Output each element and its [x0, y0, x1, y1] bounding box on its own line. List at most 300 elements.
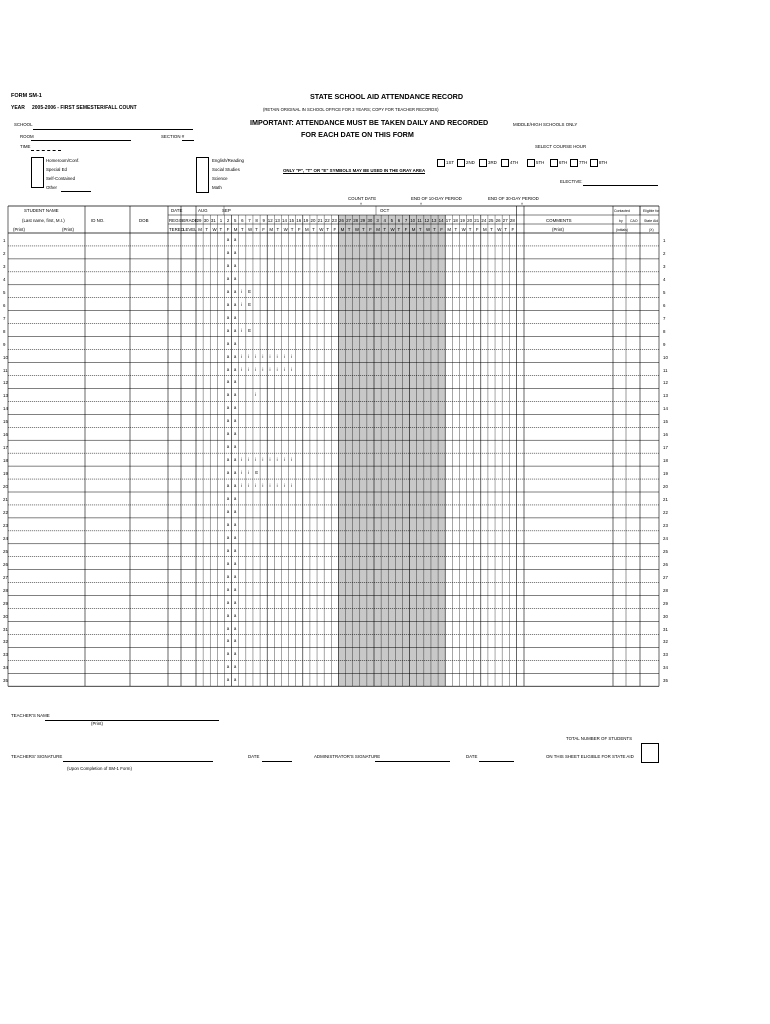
col-regis: REGIS-	[169, 218, 185, 223]
attendance-mark: i	[269, 457, 271, 463]
hour-label-8: 8TH	[599, 160, 608, 165]
weekday: T	[418, 226, 422, 232]
hour-label-1: 1ST	[446, 160, 455, 165]
row-number-right: 8	[663, 328, 666, 334]
day-number: 4	[383, 217, 386, 223]
attendance-mark: a	[233, 431, 237, 437]
attendance-mark: i	[262, 483, 264, 489]
col-eligible-x: (X)	[649, 228, 654, 232]
date-field-2[interactable]	[479, 761, 514, 762]
attendance-mark: a	[233, 327, 237, 333]
attendance-mark: a	[233, 651, 237, 657]
attendance-mark: a	[226, 638, 230, 644]
day-number: 31	[210, 217, 216, 223]
row-number-right: 24	[663, 535, 668, 541]
row-number-left: 22	[3, 509, 8, 515]
attendance-mark: a	[226, 625, 230, 631]
attendance-mark: a	[226, 262, 230, 268]
weekday: M	[233, 226, 238, 232]
weekday: W	[354, 226, 359, 232]
row-number-left: 25	[3, 548, 8, 554]
weekday: T	[468, 226, 472, 232]
attendance-mark: i	[241, 457, 242, 463]
col-eligible-state-aid: State Aid	[644, 219, 659, 223]
attendance-mark: E	[255, 470, 259, 476]
weekday: F	[511, 226, 515, 232]
teachers-name-label: TEACHER'S NAME	[11, 713, 50, 718]
attendance-mark: a	[233, 418, 237, 424]
weekday: T	[219, 226, 223, 232]
row-number-left: 21	[3, 497, 8, 502]
row-number-left: 17	[3, 445, 8, 451]
col-id: ID NO.	[91, 218, 105, 223]
hour-label-3: 3RD	[488, 160, 497, 165]
row-number-left: 6	[3, 302, 6, 308]
day-number: 13	[274, 217, 280, 223]
weekday: T	[433, 226, 436, 232]
row-number-left: 14	[3, 406, 8, 412]
attendance-mark: i	[276, 353, 278, 359]
attendance-mark: i	[248, 353, 250, 359]
attendance-mark: i	[262, 457, 264, 463]
weekday: W	[497, 226, 502, 232]
attendance-mark: a	[233, 275, 237, 281]
col-dob: DOB	[139, 218, 149, 223]
row-number-right: 23	[663, 522, 668, 528]
section-label: SECTION #	[161, 134, 185, 139]
day-number: 12	[267, 217, 273, 223]
attendance-mark: a	[226, 586, 230, 592]
attendance-mark: i	[276, 366, 278, 372]
row-number-left: 33	[3, 652, 8, 658]
attendance-mark: i	[248, 457, 250, 463]
weekday: F	[475, 226, 479, 232]
weekday: M	[269, 226, 274, 232]
attendance-mark: a	[233, 638, 237, 644]
attendance-mark: a	[226, 301, 230, 307]
weekday: W	[461, 226, 466, 232]
program-option-special-ed: Special Ed	[46, 167, 67, 172]
month-aug: AUG	[198, 208, 208, 213]
date-field-1[interactable]	[262, 761, 292, 762]
year-label: YEAR	[11, 105, 25, 111]
attendance-mark: a	[233, 379, 237, 385]
row-number-right: 26	[663, 561, 668, 567]
row-number-left: 32	[3, 639, 8, 645]
day-number: 20	[467, 217, 473, 223]
row-number-left: 27	[3, 574, 8, 580]
attendance-mark: a	[226, 521, 230, 527]
col-cao: CAO	[630, 219, 638, 223]
row-number-left: 29	[3, 600, 8, 606]
row-number-left: 30	[3, 613, 8, 619]
subject-option-social-studies: Social Studies	[212, 167, 240, 172]
row-number-left: 19	[3, 471, 8, 477]
row-number-right: 9	[663, 341, 666, 347]
weekday: T	[361, 226, 365, 232]
administrators-signature-field[interactable]	[375, 761, 450, 762]
teachers-signature-field[interactable]	[63, 761, 213, 762]
attendance-mark: a	[233, 599, 237, 605]
hour-label-2: 2ND	[466, 160, 475, 165]
select-course-hour: SELECT COURSE HOUR	[535, 144, 587, 149]
end-10-day-arrow: ^	[420, 202, 423, 207]
hour-label-4: 4TH	[510, 160, 519, 165]
attendance-mark: a	[233, 340, 237, 346]
weekday: F	[369, 226, 372, 232]
weekday: T	[290, 226, 294, 232]
attendance-mark: a	[233, 560, 237, 566]
attendance-mark: i	[290, 457, 292, 463]
row-number-right: 22	[663, 509, 668, 515]
col-date: DATE	[171, 208, 183, 213]
attendance-mark: a	[226, 314, 230, 320]
attendance-mark: i	[241, 470, 242, 476]
day-number: 26	[339, 217, 344, 223]
row-number-right: 32	[663, 639, 668, 645]
row-number-left: 4	[3, 276, 6, 282]
row-number-right: 27	[663, 574, 668, 580]
weekday: W	[212, 226, 217, 232]
attendance-mark: a	[233, 392, 237, 398]
time-label: TIME	[20, 144, 31, 149]
day-number: 28	[509, 217, 515, 223]
col-eligible: Eligible for	[643, 209, 660, 213]
attendance-mark: a	[226, 392, 230, 398]
attendance-mark: i	[241, 483, 242, 489]
attendance-mark: a	[226, 431, 230, 437]
attendance-mark: a	[233, 470, 237, 476]
day-number: 1	[219, 217, 223, 223]
day-number: 8	[255, 217, 258, 223]
day-number: 15	[289, 217, 295, 223]
day-number: 29	[196, 217, 202, 223]
day-number: 17	[445, 217, 451, 223]
row-number-left: 12	[3, 380, 8, 386]
weekday: F	[262, 226, 265, 232]
teachers-name-print: (Print)	[91, 721, 103, 726]
attendance-mark: i	[255, 353, 257, 359]
row-number-right: 10	[663, 354, 668, 360]
weekday: T	[490, 226, 493, 232]
attendance-mark: i	[255, 457, 257, 463]
row-number-left: 2	[3, 250, 6, 256]
weekday: W	[283, 226, 288, 232]
attendance-mark: a	[233, 366, 237, 372]
weekday: T	[347, 226, 351, 232]
attendance-mark: i	[262, 353, 264, 359]
weekday: T	[276, 226, 280, 232]
attendance-mark: i	[241, 366, 242, 372]
row-number-right: 3	[663, 263, 666, 269]
attendance-mark: i	[290, 483, 292, 489]
day-number: 12	[424, 217, 430, 223]
attendance-mark: a	[226, 470, 230, 476]
important-line-2: FOR EACH DATE ON THIS FORM	[301, 130, 414, 139]
attendance-mark: a	[226, 599, 230, 605]
attendance-mark: a	[226, 547, 230, 553]
day-number: 5	[234, 217, 237, 223]
attendance-mark: a	[226, 327, 230, 333]
attendance-mark: a	[226, 379, 230, 385]
weekday: T	[326, 226, 330, 232]
attendance-mark: a	[226, 340, 230, 346]
attendance-mark: a	[233, 677, 237, 683]
weekday: T	[454, 226, 458, 232]
teachers-signature-label: TEACHERS' SIGNATURE	[11, 754, 63, 759]
row-number-right: 34	[663, 665, 668, 671]
attendance-mark: a	[233, 353, 237, 359]
end-30-day: END OF 30-DAY PERIOD	[488, 196, 539, 201]
day-number: 9	[262, 217, 265, 223]
weekday: T	[205, 226, 208, 232]
day-number: 30	[367, 217, 373, 223]
attendance-mark: i	[269, 483, 271, 489]
row-number-right: 11	[663, 367, 668, 373]
count-date: COUNT DATE	[348, 196, 377, 201]
attendance-mark: a	[233, 301, 237, 307]
subject-option-science: Science	[212, 176, 228, 181]
col-student-name-sub: (Last name, first, M.I.)	[22, 218, 65, 223]
attendance-mark: a	[226, 496, 230, 501]
attendance-mark: a	[226, 573, 230, 579]
year-value: 2005-2006 - FIRST SEMESTER/FALL COUNT	[32, 105, 137, 111]
attendance-mark: i	[255, 483, 257, 489]
row-number-right: 13	[663, 393, 668, 399]
row-number-right: 35	[663, 678, 668, 684]
row-number-left: 5	[3, 289, 6, 295]
middle-high-note: MIDDLE/HIGH SCHOOLS ONLY	[513, 122, 578, 127]
day-number: 6	[397, 217, 401, 223]
col-print-left: (Print)	[13, 227, 25, 232]
program-option-self-contained: Self-Contained	[46, 176, 76, 181]
row-number-right: 33	[663, 652, 668, 658]
month-oct: OCT	[380, 208, 390, 213]
day-number: 14	[438, 217, 444, 223]
col-comments-print: (Print)	[552, 227, 564, 232]
day-number: 13	[431, 217, 437, 223]
program-option-homeroom: Homeroom/Conf.	[46, 158, 80, 163]
attendance-mark: E	[248, 288, 252, 294]
day-number: 28	[353, 217, 359, 223]
weekday: M	[411, 226, 416, 232]
attendance-mark: a	[226, 275, 230, 281]
symbols-note: ONLY "P", "T" OR "E" SYMBOLS MAY BE USED IN THE GRAY AREA	[283, 168, 426, 173]
day-number: 22	[324, 217, 330, 223]
end-10-day: END OF 10-DAY PERIOD	[411, 196, 462, 201]
row-number-right: 31	[663, 626, 668, 632]
attendance-mark: a	[233, 288, 237, 294]
important-line-1: IMPORTANT: ATTENDANCE MUST BE TAKEN DAILY AND RECORDED	[250, 118, 489, 127]
date-label-2: DATE	[466, 754, 478, 759]
row-number-left: 10	[3, 354, 8, 360]
day-number: 14	[282, 217, 287, 223]
attendance-mark: a	[226, 651, 230, 657]
attendance-mark: i	[276, 483, 278, 489]
day-number: 19	[303, 217, 309, 223]
day-number: 18	[452, 217, 458, 223]
attendance-mark: a	[233, 573, 237, 579]
weekday: W	[248, 226, 253, 232]
day-number: 7	[404, 217, 408, 223]
attendance-mark: a	[233, 664, 237, 670]
row-number-left: 11	[3, 367, 8, 373]
col-contacted-initials: (initials)	[616, 228, 629, 232]
attendance-mark: a	[226, 560, 230, 566]
attendance-mark: a	[226, 612, 230, 618]
subject-option-math: Math	[212, 185, 222, 190]
row-number-left: 8	[3, 328, 6, 334]
day-number: 16	[296, 217, 302, 223]
month-sep: SEP	[222, 208, 231, 213]
subject-option-english: English/Reading	[212, 158, 244, 163]
attendance-mark: a	[233, 534, 237, 540]
weekday: M	[198, 226, 202, 232]
row-number-left: 13	[3, 393, 8, 399]
row-number-left: 20	[3, 484, 8, 490]
attendance-mark: a	[226, 418, 230, 424]
col-contacted: Contacted	[614, 209, 630, 213]
attendance-mark: a	[233, 405, 237, 411]
form-title: STATE SCHOOL AID ATTENDANCE RECORD	[310, 92, 464, 101]
col-student-name: STUDENT NAME	[24, 208, 59, 213]
attendance-mark: a	[226, 405, 230, 411]
school-label: SCHOOL	[14, 122, 33, 127]
row-number-left: 9	[3, 341, 6, 347]
attendance-mark: i	[248, 366, 250, 372]
attendance-mark: i	[255, 392, 257, 398]
attendance-mark: E	[248, 301, 252, 307]
attendance-mark: a	[226, 677, 230, 683]
attendance-mark: i	[248, 483, 250, 489]
end-30-day-arrow: ^	[521, 202, 524, 207]
hour-label-6: 6TH	[559, 160, 568, 165]
day-number: 30	[203, 217, 209, 223]
attendance-mark: a	[226, 664, 230, 670]
attendance-mark: i	[283, 353, 285, 359]
attendance-mark: i	[262, 366, 264, 372]
attendance-mark: E	[248, 327, 252, 333]
attendance-mark: a	[226, 444, 230, 450]
attendance-mark: a	[233, 521, 237, 527]
day-number: 7	[248, 217, 251, 223]
weekday: M	[376, 226, 380, 232]
attendance-mark: i	[241, 301, 242, 307]
col-comments: COMMENTS	[546, 218, 572, 223]
attendance-mark: a	[226, 249, 230, 255]
day-number: 29	[360, 217, 366, 223]
attendance-mark: i	[241, 353, 242, 359]
day-number: 21	[474, 217, 480, 223]
row-number-right: 2	[663, 250, 666, 256]
row-number-right: 1	[663, 238, 666, 243]
administrators-signature-label: ADMINISTRATOR'S SIGNATURE	[314, 754, 381, 759]
attendance-mark: a	[226, 366, 230, 372]
col-level: LEVEL	[183, 227, 197, 232]
weekday: T	[383, 226, 386, 232]
weekday: F	[226, 226, 230, 232]
col-tered: TERED	[169, 227, 184, 232]
attendance-mark: a	[226, 508, 230, 514]
total-eligible-box[interactable]	[641, 743, 659, 763]
weekday: W	[426, 226, 431, 232]
attendance-mark: a	[233, 249, 237, 255]
day-number: 23	[331, 217, 337, 223]
weekday: M	[305, 226, 309, 232]
attendance-mark: a	[233, 612, 237, 618]
attendance-mark: a	[226, 288, 230, 294]
col-contacted-by: by	[619, 219, 623, 223]
row-number-left: 23	[3, 522, 8, 528]
row-number-left: 24	[3, 535, 8, 541]
attendance-mark: i	[241, 327, 242, 333]
row-number-left: 16	[3, 432, 8, 438]
attendance-mark: a	[233, 237, 237, 242]
row-number-right: 16	[663, 432, 668, 438]
row-number-right: 20	[663, 484, 668, 490]
elective-label: ELECTIVE:	[560, 179, 583, 184]
day-number: 20	[310, 217, 316, 223]
attendance-mark: a	[233, 625, 237, 631]
attendance-mark: i	[283, 366, 285, 372]
weekday: T	[255, 226, 258, 232]
date-label-1: DATE	[248, 754, 260, 759]
program-option-other: Other	[46, 185, 57, 190]
count-date-arrow: ^	[360, 202, 363, 207]
day-number: 19	[460, 217, 465, 223]
attendance-mark: a	[233, 314, 237, 320]
total-students-label: TOTAL NUMBER OF STUDENTS	[566, 736, 633, 741]
row-number-left: 34	[3, 665, 8, 671]
row-number-right: 18	[663, 458, 668, 464]
attendance-mark: i	[290, 353, 292, 359]
retain-note: (RETAIN ORIGINAL IN SCHOOL OFFICE FOR 3 YEARS; COPY FOR TEACHER RECORDS)	[263, 107, 439, 112]
attendance-mark: i	[255, 366, 257, 372]
weekday: M	[447, 226, 452, 232]
day-number: 21	[317, 217, 323, 223]
attendance-mark: a	[226, 534, 230, 540]
weekday: T	[312, 226, 315, 232]
weekday: F	[404, 226, 408, 232]
row-number-right: 14	[663, 406, 668, 412]
weekday: W	[319, 226, 324, 232]
col-print-right: (Print)	[62, 227, 74, 232]
attendance-mark: a	[233, 508, 237, 514]
row-number-right: 17	[663, 445, 668, 451]
row-number-right: 5	[663, 289, 666, 295]
attendance-mark: a	[233, 547, 237, 553]
row-number-right: 25	[663, 548, 668, 554]
teachers-name-field[interactable]	[45, 720, 219, 721]
row-number-right: 4	[663, 276, 666, 282]
weekday: T	[240, 226, 244, 232]
attendance-mark: i	[290, 366, 292, 372]
weekday: F	[297, 226, 301, 232]
attendance-mark: a	[233, 262, 237, 268]
day-number: 24	[481, 217, 487, 223]
row-number-left: 1	[3, 238, 6, 243]
weekday: T	[397, 226, 401, 232]
attendance-mark: a	[226, 457, 230, 463]
attendance-mark: a	[226, 353, 230, 359]
row-number-right: 29	[663, 600, 668, 606]
day-number: 26	[495, 217, 501, 223]
day-number: 6	[241, 217, 244, 223]
day-number: 27	[502, 217, 508, 223]
attendance-mark: a	[233, 586, 237, 592]
on-this-sheet-label: ON THIS SHEET ELIGIBLE FOR STATE AID	[546, 754, 634, 759]
day-number: 2	[226, 217, 230, 223]
